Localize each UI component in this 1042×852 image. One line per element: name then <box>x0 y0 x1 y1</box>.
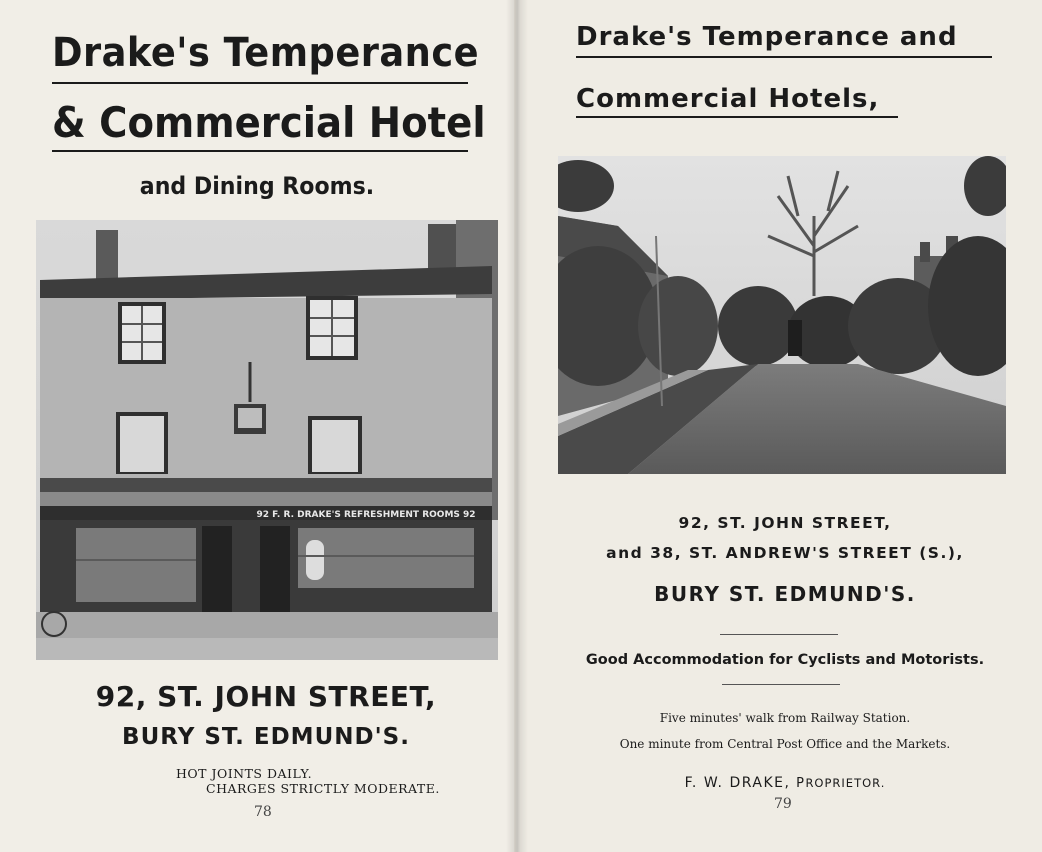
right-proprietor <box>540 775 1030 791</box>
left-note-charges: CHARGES STRICTLY MODERATE. <box>206 781 440 796</box>
left-title-line2: & Commercial Hotel <box>52 98 486 147</box>
right-info-railway: Five minutes' walk from Railway Station. <box>659 711 911 725</box>
right-title-line2: Commercial Hotels, <box>576 84 880 114</box>
hotel-garden-photo <box>558 156 1006 474</box>
hotel-garden-illustration <box>558 156 1006 474</box>
right-title-rule-bottom <box>576 116 898 118</box>
hotel-facade-illustration <box>36 220 498 660</box>
right-title-rule-top <box>576 56 992 58</box>
left-note-hot-joints: HOT JOINTS DAILY. <box>176 766 313 781</box>
left-title-rule-top <box>52 82 468 84</box>
left-subtitle: and Dining Rooms. <box>139 172 375 200</box>
proprietor-name: F. W. DRAKE, <box>684 775 791 791</box>
right-page-number: 79 <box>774 796 792 812</box>
proprietor-title-rest: ROPRIETOR. <box>805 776 886 790</box>
hotel-facade-photo <box>36 220 498 660</box>
right-accommodation: Good Accommodation for Cyclists and Motorists. <box>585 652 985 668</box>
right-address-line1: 92, ST. JOHN STREET, <box>678 514 892 532</box>
shop-sign-text: 92 F. R. DRAKE'S REFRESHMENT ROOMS 92 <box>256 510 476 520</box>
left-page-number: 78 <box>254 804 272 820</box>
left-address: 92, ST. JOHN STREET, <box>95 680 437 713</box>
left-town: BURY ST. EDMUND'S. <box>122 724 410 750</box>
right-divider-top <box>720 634 838 635</box>
proprietor-title-initial: P <box>796 776 806 791</box>
left-title-rule-bottom <box>52 150 468 152</box>
right-info-post-office: One minute from Central Post Office and the Markets. <box>619 737 951 751</box>
right-town: BURY ST. EDMUND'S. <box>654 582 916 606</box>
right-divider-bottom <box>722 684 840 685</box>
left-title-line1: Drake's Temperance <box>52 30 480 76</box>
right-title-line1: Drake's Temperance and <box>576 22 958 52</box>
right-address-line2: and 38, ST. ANDREW'S STREET (S.), <box>606 544 964 562</box>
